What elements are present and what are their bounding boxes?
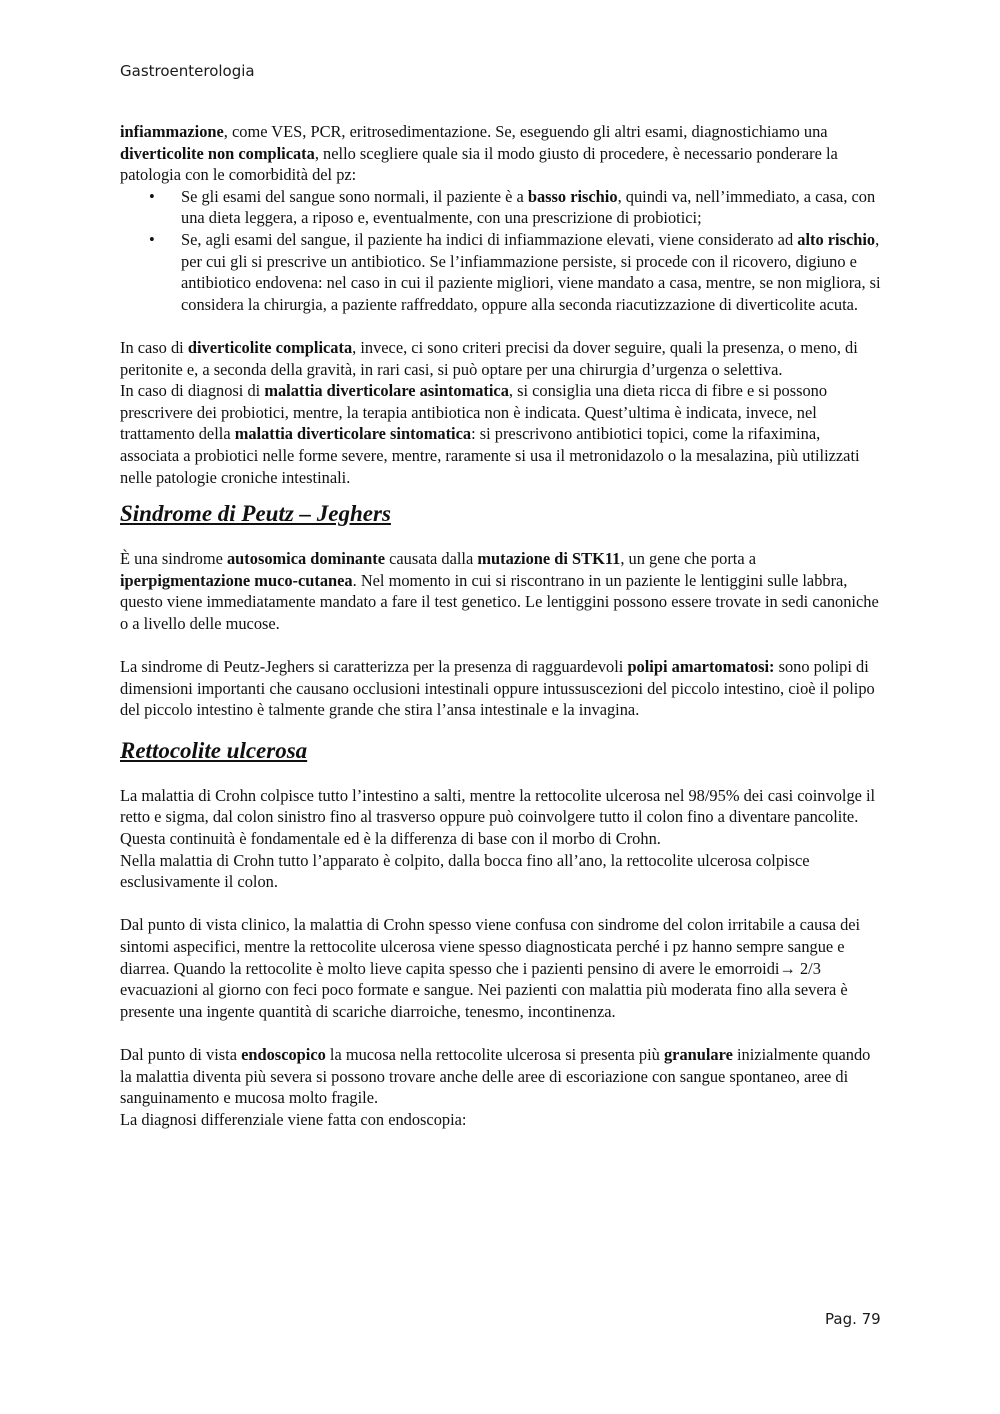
- running-header: Gastroenterologia: [120, 62, 255, 80]
- bold-term: autosomica dominante: [226, 549, 385, 569]
- bold-term: endoscopico: [241, 1044, 326, 1064]
- bold-term: granulare: [663, 1044, 733, 1064]
- paragraph: In caso di diagnosi di malattia diverticolare asintomatica, si consiglia una dieta ricca di fibre e si possono prescrivere dei probiotici, mentre, la terapia antibiotica non è indicata. Quest’ultima è indicata, invece, nel trattamento della malattia diverticolare sintomatica: si prescrivono antibiotici topici, come la rifaximina, associata a probiotici nelle forme severe, mentre, raramente si usa il metronidazolo o la mesalazina, più utilizzati nelle patologie croniche intestinali.: [120, 381, 860, 487]
- bold-term: mutazione di STK11: [477, 549, 621, 569]
- bold-term: polipi amartomatosi:: [627, 657, 775, 677]
- bold-term: infiammazione: [120, 122, 224, 141]
- list-item: • Se, agli esami del sangue, il paziente ha indici di infiammazione elevati, viene considerato ad alto rischio, per cui gli si prescrive un antibiotico. Se l’infiammazione persiste, si procede con il ricovero, digiuno e antibiotico endovena: nel caso in cui il paziente migliori, viene mandato a casa, mentre, se non migliora, si considera la chirurgia, a paziente raffreddato, oppure alla seconda riacutizzazione di diverticolite acuta.: [120, 229, 882, 315]
- bold-term: diverticolite non complicata: [120, 143, 315, 163]
- paragraph: La diagnosi differenziale viene fatta con endoscopia:: [120, 1109, 467, 1129]
- bold-term: malattia diverticolare asintomatica: [264, 381, 509, 401]
- bold-term: iperpigmentazione muco-cutanea: [120, 570, 353, 590]
- bold-term: malattia diverticolare sintomatica: [234, 424, 472, 444]
- paragraph: È una sindrome autosomica dominante causata dalla mutazione di STK11, un gene che porta a iperpigmentazione muco-cutanea. Nel momento in cui si riscontrano in un paziente le lentiggini sulle labbra, questo viene immediatamente mandato a fare il test genetico. Le lentiggini possono essere trovate in sedi canoniche o a livello delle mucose.: [120, 549, 879, 633]
- bold-term: diverticolite complicata: [187, 337, 353, 357]
- paragraph: La malattia di Crohn colpisce tutto l’intestino a salti, mentre la rettocolite ulcerosa nel 98/95% dei casi coinvolge il retto e sigma, dal colon sinistro fino al trasverso oppure può coinvolgere tutto il colon fino a diventare pancolite. Questa continuità è fondamentale ed è la differenza di base con il morbo di Crohn.: [120, 785, 876, 849]
- paragraph: Nella malattia di Crohn tutto l’apparato è colpito, dalla bocca fino all’ano, la rettocolite ulcerosa colpisce esclusivamente il colon.: [120, 850, 810, 892]
- page-body: [120, 121, 882, 1130]
- paragraph: In caso di diverticolite complicata, invece, ci sono criteri precisi da dover seguire, quali la presenza, o meno, di peritonite e, a seconda della gravità, in rari casi, si può optare per una chirurgia d’urgenza o selettiva.: [120, 337, 858, 379]
- list-item: • Se gli esami del sangue sono normali, il paziente è a basso rischio, quindi va, nell’immediato, a casa, con una dieta leggera, a riposo e, eventualmente, con una prescrizione di probiotici;: [120, 186, 882, 229]
- paragraph: Dal punto di vista clinico, la malattia di Crohn spesso viene confusa con sindrome del colon irritabile a causa dei sintomi aspecifici, mentre la rettocolite ulcerosa viene spesso diagnosticata perché i pz hanno sempre sangue e diarrea. Quando la rettocolite è molto lieve capita spesso che i pazienti pensino di avere le emorroidi→ 2/3 evacuazioni al giorno con feci poco formate e sangue. Nei pazienti con malattia più moderata fino alla severa è presente una ingente quantità di scariche diarroiche, tenesmo, incontinenza.: [120, 915, 861, 1021]
- paragraph: La sindrome di Peutz-Jeghers si caratterizza per la presenza di ragguardevoli polipi amartomatosi: sono polipi di dimensioni importanti che causano occlusioni intestinali oppure intussuscezioni del piccolo intestino, cioè il polipo del piccolo intestino è talmente grande che stira l’ansa intestinale e la invagina.: [120, 657, 875, 720]
- bold-term: alto rischio: [797, 229, 876, 249]
- bullet-list: [120, 186, 882, 316]
- bold-term: basso rischio: [527, 186, 618, 206]
- paragraph: Dal punto di vista endoscopico la mucosa nella rettocolite ulcerosa si presenta più granulare inizialmente quando la malattia diventa più severa si possono trovare anche delle aree di escoriazione con sangue spontaneo, aree di sanguinamento e mucosa molto fragile.: [120, 1044, 871, 1108]
- section-heading: Rettocolite ulcerosa: [120, 737, 308, 763]
- section-heading: Sindrome di Peutz – Jeghers: [120, 501, 391, 527]
- paragraph: infiammazione, come VES, PCR, eritrosedimentazione. Se, eseguendo gli altri esami, diagnostichiamo una diverticolite non complicata, nello scegliere quale sia il modo giusto di procedere, è necessario ponderare la patologia con le comorbidità del pz:: [120, 122, 838, 185]
- page-number: Pag. 79: [825, 1310, 881, 1328]
